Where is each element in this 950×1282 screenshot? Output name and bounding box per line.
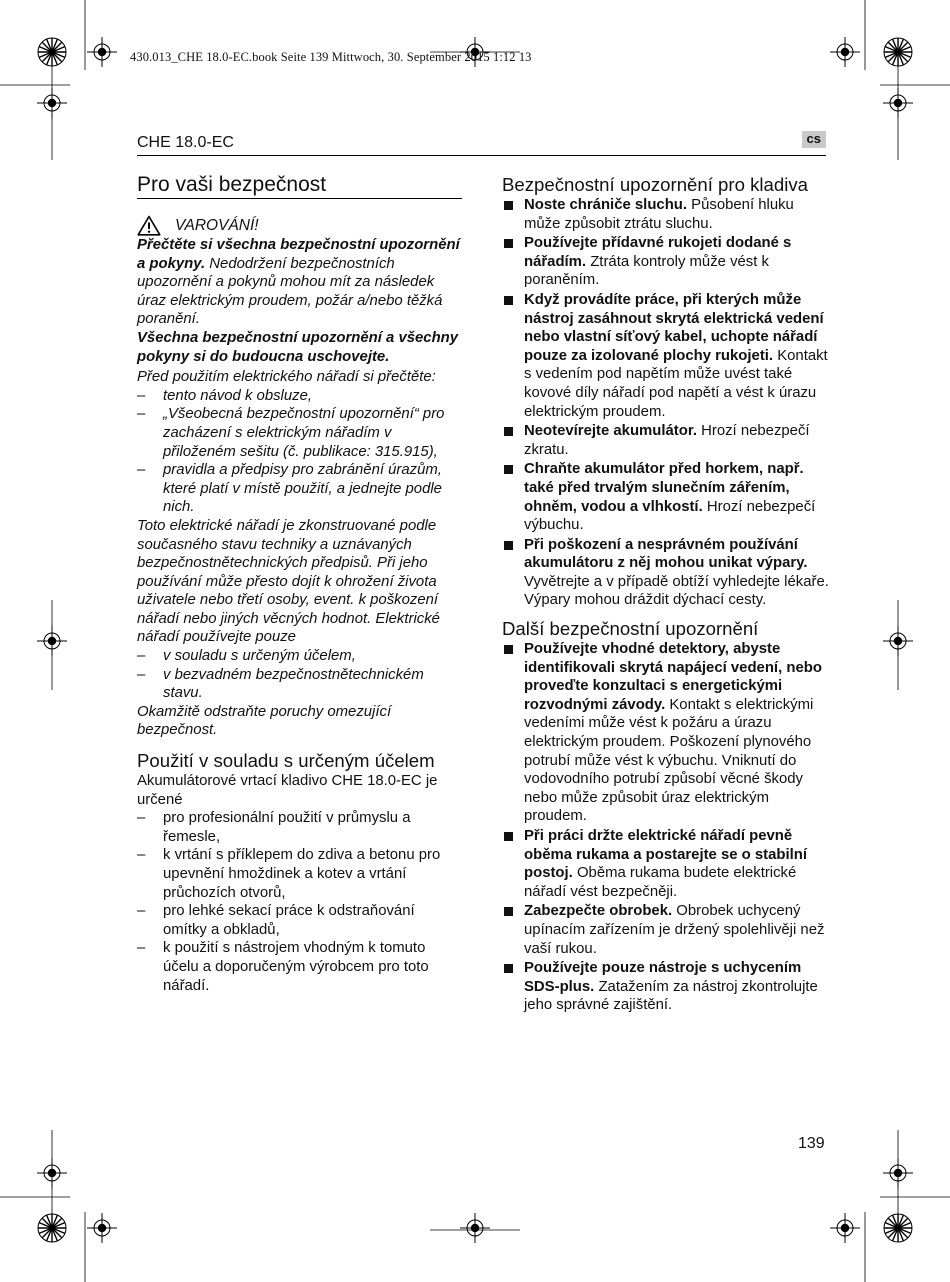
list-item	[502, 422, 830, 459]
list-item	[502, 640, 830, 826]
construction-text: Toto elektrické nářadí je zkonstruované podle současného stavu techniky a uznávaných bezpečnostnětechnických předpisů. Při jeho používání může přesto dojít k ohrožení života uživatele nebo třetí osoby, event. k poškození nářadí nebo jiných věcných hodnot. Elektrické nářadí používejte pouze	[137, 517, 440, 646]
section-title-other-safety: Další bezpečnostní upozornění	[502, 618, 759, 640]
item-bold: Chraňte akumulátor před horkem, např. také před trvalým slunečním zářením, ohněm, vodou a vlhkostí.	[524, 461, 804, 515]
keep-instructions	[137, 329, 462, 366]
warning-paragraph	[137, 236, 462, 329]
list-item: – pro profesionální použití v průmyslu a řemesle,	[137, 809, 462, 846]
list-item	[502, 460, 830, 534]
section-title-intended-use: Použití v souladu s určeným účelem	[137, 750, 435, 772]
item-bold: Při práci držte elektrické nářadí pevně oběma rukama a postarejte se o stabilní postoj.	[524, 828, 808, 882]
list-item: – „Všeobecná bezpečnostní upozornění“ pro zacházení s elektrickým nářadím v přiloženém sešitu (č. publikace: 315.915),	[137, 405, 462, 461]
left-column	[137, 172, 462, 995]
item-bold: Při poškození a nesprávném používání akumulátoru z něj mohou unikat výpary.	[524, 536, 808, 572]
list-item: – k vrtání s příklepem do zdiva a betonu pro upevnění hmoždinek a kotev a vrtání průchozích otvorů,	[137, 846, 462, 902]
item-text: Hrozí nebezpečí výbuchu.	[524, 498, 816, 534]
repair-text: Okamžitě odstraňte poruchy omezující bezpečnost.	[137, 703, 392, 739]
right-column	[502, 172, 830, 1016]
item-text: Kontakt s elektrickými vedeními může vést k požáru a úrazu elektrickým proudem. Poškození plynového potrubí může vést k výbuchu. Vniknutí do vodovodního potrubí způsobí věcné škody nebo může způsobit úraz elektrickým proudem.	[524, 696, 814, 825]
item-text: Oběma rukama budete elektrické nářadí vést bezpečněji.	[524, 865, 797, 900]
use-list	[137, 647, 462, 703]
item-bold: Používejte pouze nástroje s uchycením SDS-plus.	[524, 960, 802, 995]
running-header	[137, 132, 826, 156]
list-item: – pro lehké sekací práce k odstraňování omítky a obkladů,	[137, 902, 462, 939]
list-item	[502, 959, 830, 1015]
warning-heading	[137, 215, 462, 236]
item-bold: Používejte přídavné rukojeti dodané s nářadím.	[524, 235, 792, 270]
item-text: Působení hluku může způsobit ztrátu sluchu.	[524, 197, 794, 232]
warning-label: VAROVÁNÍ!	[175, 216, 259, 234]
header-model: CHE 18.0-EC	[137, 134, 234, 151]
warning-bold: Přečtěte si všechna bezpečnostní upozornění a pokyny.	[137, 237, 460, 272]
print-slug: 430.013_CHE 18.0-EC.book Seite 139 Mittwoch, 30. September 2015 1:12 13	[130, 50, 532, 64]
item-bold: Neotevírejte akumulátor.	[524, 423, 697, 440]
list-item	[502, 902, 830, 958]
list-item: – tento návod k obsluze,	[137, 387, 462, 406]
item-bold: Když provádíte práce, při kterých může nástroj zasáhnout skrytá elektrická vedení nebo vlastní síťový kabel, uchopte nářadí pouze za izolované plochy rukojeti.	[524, 291, 824, 364]
read-list	[137, 387, 462, 517]
item-text: Ztráta kontroly může vést k poraněním.	[524, 253, 769, 289]
list-item	[502, 536, 830, 610]
list-item: – v souladu s určeným účelem,	[137, 647, 462, 666]
page-number: 139	[798, 1135, 825, 1152]
item-text: Hrozí nebezpečí zkratu.	[524, 423, 810, 458]
item-text: Kontakt s vedením pod napětím může uvést také kovové díly nářadí pod napětí a vést k úrazu elektrickým proudem.	[524, 347, 828, 420]
warning-triangle-icon	[137, 215, 161, 236]
item-bold: Zabezpečte obrobek.	[524, 903, 673, 920]
list-item	[502, 827, 830, 901]
other-list	[502, 640, 830, 1015]
section-title-safety: Pro vaši bezpečnost	[137, 172, 462, 199]
intended-list	[137, 809, 462, 995]
list-item	[502, 291, 830, 421]
list-item	[502, 234, 830, 290]
item-text: Vyvětrejte a v případě obtíží vyhledejte lékaře. Výpary mohou dráždit dýchací cesty.	[524, 573, 829, 609]
keep-instructions-text: Všechna bezpečnostní upozornění a všechny pokyny si do budoucna uschovejte.	[137, 329, 459, 365]
item-text: Zatažením za nástroj zkontrolujte jeho správné zajištění.	[524, 978, 818, 1014]
before-use-text: Před použitím elektrického nářadí si přečtěte:	[137, 369, 436, 386]
intended-intro: Akumulátorové vrtací kladivo CHE 18.0-EC je určené	[137, 773, 438, 808]
list-item: – pravidla a předpisy pro zabránění úrazům, které platí v místě použití, a jednejte podle nich.	[137, 461, 462, 517]
list-item: – k použití s nástrojem vhodným k tomuto účelu a doporučeným výrobcem pro toto nářadí.	[137, 939, 462, 995]
item-bold: Noste chrániče sluchu.	[524, 197, 688, 213]
list-item	[502, 196, 830, 233]
item-text: Obrobek uchycený upínacím zařízením je držený spolehlivěji než vaší rukou.	[524, 903, 825, 957]
hammer-list	[502, 196, 830, 610]
list-item: – v bezvadném bezpečnostnětechnickém stavu.	[137, 666, 462, 703]
warning-text: Nedodržení bezpečnostních upozornění a pokynů mohou mít za následek úraz elektrickým proudem, požár a/nebo těžká poranění.	[137, 255, 443, 328]
section-title-hammer-safety: Bezpečnostní upozornění pro kladiva	[502, 174, 808, 195]
item-bold: Používejte vhodné detektory, abyste identifikovali skrytá napájecí vedení, nebo proveďte konzultaci s energetickými rozvodnými závody.	[524, 641, 822, 713]
language-badge: cs	[802, 131, 826, 148]
